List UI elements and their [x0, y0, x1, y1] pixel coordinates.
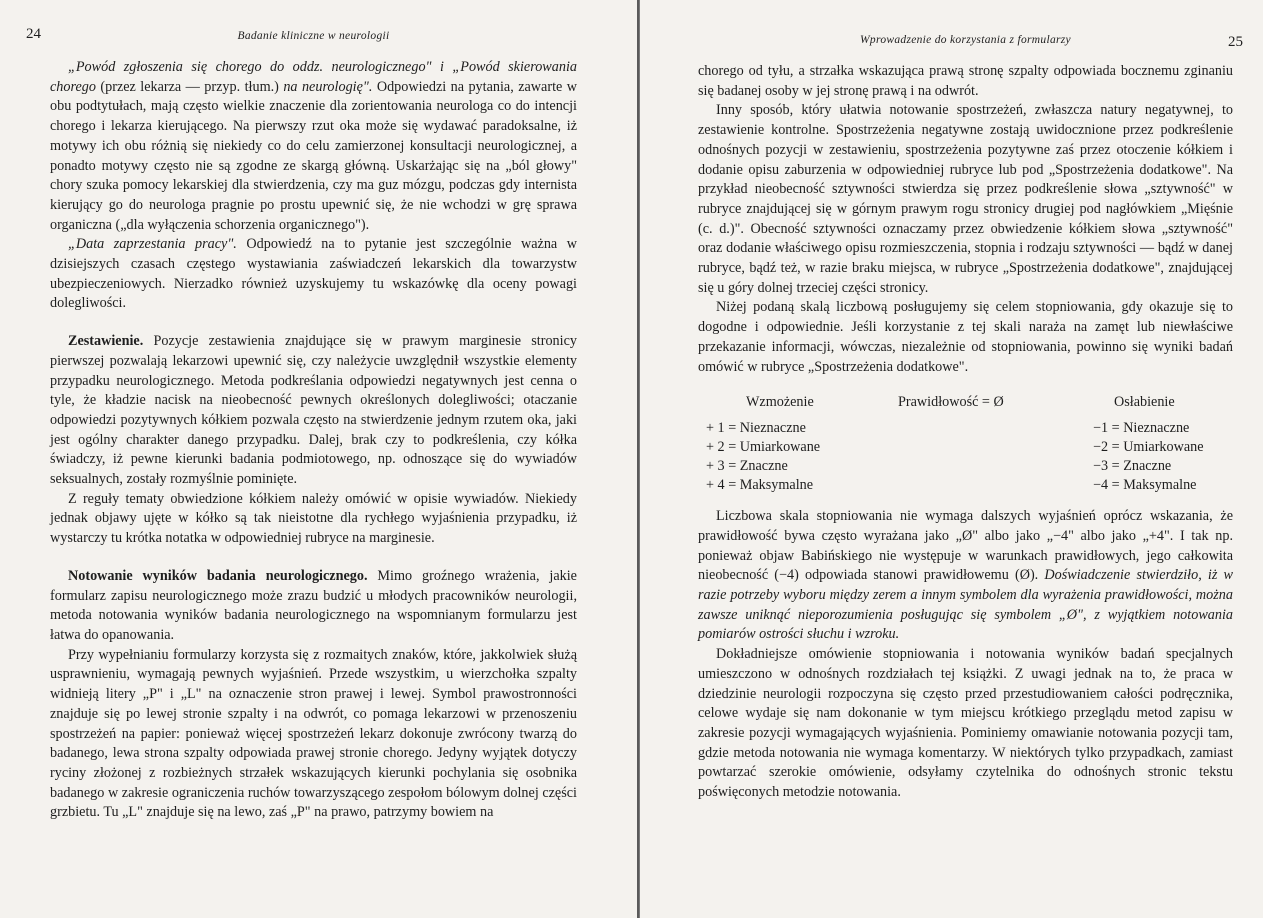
running-head: Wprowadzenie do korzystania z formularzy — [860, 34, 1071, 46]
scale-header-increase: Wzmożenie — [746, 394, 814, 411]
scale-decrease-list — [1093, 419, 1204, 495]
paragraph: Z reguły tematy obwiedzione kółkiem należy omówić w opisie wywiadów. Niekiedy jednak objawy ujęte w kółko są tak nieistotne dla rychłego wyjaśnienia przypadku, iż wystarczy tu krótka notatka w odpowiedniej rubryce na marginesie. — [50, 490, 577, 547]
paragraph: Inny sposób, który ułatwia notowanie spostrzeżeń, zwłaszcza natury negatywnej, to zestawienie kontrolne. Spostrzeżenia negatywne zostają uwidocznione przez podkreślenie odnośnych pozycji w zestawieniu, spostrzeżenia pozytywne zaś przez otoczenie kółkiem i dodanie opisu zaburzenia w odpowiedniej rubryce lub pod „Spostrzeżenia dodatkowe". Na przykład nieobecność sztywności stwierdza się przez podkreślenie słowa „sztywność" w rubryce znajdującej się w górnym prawym rogu stronicy drugiej pod nagłówkiem „Mięśnie (c. d.)". Obecność sztywności oznaczamy przez obwiedzenie kółkiem słowa „sztywność" oraz dodanie właściwego opisu rozmieszczenia, stopnia i rodzaju sztywności — bądź w danej rubryce, bądź też, w razie braku miejsca, w rubryce „Spostrzeżenia dodatkowe", znajdującej się u góry dolnej trzeciej części stronicy. — [698, 102, 1233, 296]
scale-header-decrease: Osłabienie — [1114, 394, 1175, 411]
italic-text: na neurologię". — [283, 78, 373, 95]
page-number: 25 — [1228, 34, 1243, 50]
paragraph: Niżej podaną skalą liczbową posługujemy się celem stopniowania, gdy okazuje się to dogodne i odpowiednie. Jeśli korzystanie z tej skali naraża na zamęt lub niewłaściwe przekazanie informacji, wówczas, niezależnie od stopniowania, powinno się wyniki badań omówić w rubryce „Spostrzeżenia dodatkowe". — [698, 299, 1233, 375]
scale-increase-list — [706, 419, 820, 495]
section-heading: Notowanie wyników badania neurologicznego. — [68, 567, 368, 584]
running-head: Badanie kliniczne w neurologii — [237, 30, 390, 42]
paragraph: chorego od tyłu, a strzałka wskazująca prawą stronę szpalty odpowiada bocznemu zginaniu się badanej osoby w jej stronę prawą i na odwrót. — [698, 63, 1233, 99]
scale-header-normal: Prawidłowość = Ø — [898, 394, 1004, 411]
left-header — [26, 26, 577, 48]
text: Pozycje zestawienia znajdujące się w prawym marginesie stronicy pierwszej pozwalają lekarzowi upewnić się, czy należycie uwzględnił wszystkie elementy przypadku neurologicznego. Metoda podkreślania odpowiedzi negatywnych jest cenna o tyle, że kładzie nacisk na nieobecność pewnych określonych dolegliwości; otaczanie odpowiedzi pozytywnych kółkiem pozwala często na stwierdzenie jednym rzutem oka, jaki jest ogólny charakter danego przypadku. Dalej, brak czy to podkreślenia, czy kółka świadczy, iż pewne kierunki badania podmiotowego, np. odnoszące się do wywiadów seksualnych, zostały rozmyślnie pominięte. — [50, 333, 577, 488]
text: (przez lekarza — przyp. tłum.) — [95, 78, 284, 95]
scale-row: −1 = Nieznaczne — [1093, 420, 1190, 437]
scale-row: + 2 = Umiarkowane — [706, 439, 821, 456]
italic-text: „Data zaprzestania pracy". — [68, 236, 237, 253]
grading-scale — [698, 393, 1233, 493]
italic-text: „Powód zgłoszenia się chorego do oddz. neurologicznego" i „Powód skierowania chorego — [50, 59, 577, 95]
scale-row: −3 = Znaczne — [1093, 458, 1172, 475]
page-number: 24 — [26, 26, 41, 42]
text: Mimo groźnego wrażenia, jakie formularz zapisu neurologicznego może zrazu budzić u młodych pracowników neurologii, metoda notowania wyników badania neurologicznego na wspomnianym formularzu jest łatwa do opanowania. — [50, 567, 577, 643]
scale-row: + 1 = Nieznaczne — [706, 420, 806, 437]
paragraph — [698, 507, 1233, 645]
scale-row: −4 = Maksymalne — [1093, 477, 1197, 494]
text: Odpowiedź na to pytanie jest szczególnie ważna w dzisiejszych czasach częstego wystawiania zaświadczeń lekarskich dla towarzystw ubezpieczeniowych. Nierzadko również uzyskujemy tu wskazówkę dla oceny powagi dolegliwości. — [50, 236, 577, 312]
paragraph: Dokładniejsze omówienie stopniowania i notowania wyników badań specjalnych umieszczono w odnośnych rozdziałach tej książki. Z uwagi jednak na to, że praca w dziedzinie neurologii rozpoczyna się często przed przestudiowaniem całości podręcznika, celowe wydaje się nam dokonanie w tym miejscu krótkiego przeglądu metod zapisu w zakresie pozycji wymagających wyjaśnienia. Pominiemy omawianie notowania pozycji tam, gdzie metoda notowania nie wymaga komentarzy. W niektórych tylko przypadkach, zamiast powtarzać szerokie omówienie, odsyłamy czytelnika do odnośnych stronic tekstu poświęconych metodzie notowania. — [698, 646, 1233, 801]
right-page — [640, 0, 1263, 918]
scale-row: −2 = Umiarkowane — [1093, 439, 1204, 456]
right-header — [698, 30, 1243, 52]
text: Liczbowa skala stopniowania nie wymaga dalszych wyjaśnień oprócz wskazania, że prawidłowość bywa często wyrażana jako „Ø" albo jako „−4" albo jako „+4". I tak np. ponieważ objaw Babińskiego nie występuje w warunkach prawidłowych, jego całkowita nieobecność (−4) odpowiada stanowi prawidłowemu (Ø). — [698, 508, 1233, 584]
text: Odpowiedzi na pytania, zawarte w obu podtytułach, mają często wielkie znaczenie dla zorientowania neurologa co do intencji chorego i lekarza kierującego. Na pierwszy rzut oka może się wydawać paradoksalne, iż motywy ich obu różnią się niekiedy co do celu zamierzonej konsultacji neurologicznej, a ponadto motywy często nie są zgodne ze skargą główną. Uskarżając się na „ból głowy" chory szuka pomocy lekarskiej dla stwierdzenia, czy ma guz mózgu, podczas gdy internista kierujący go do neurologa pragnie po prostu upewnić się, że nie wchodzi w grę sprawa organiczna („dla wyłączenia schorzenia organicznego"). — [50, 78, 577, 233]
italic-text: Doświadczenie stwierdziło, iż w razie potrzeby wyboru między zerem a innym symbolem dla wyrażenia prawidłowości, można zawsze uniknąć nieporozumienia posługując się symbolem „Ø", z wyjątkiem notowania pomiarów ostrości słuchu i wzroku. — [698, 567, 1233, 643]
section-heading: Zestawienie. — [68, 333, 144, 350]
paragraph — [50, 58, 577, 235]
paragraph: Przy wypełnianiu formularzy korzysta się z rozmaitych znaków, które, jakkolwiek służą usprawnieniu, wymagają pewnych wyjaśnień. Przede wszystkim, u wierzchołka szpalty widnieją litery „P" i „L" na oznaczenie stron prawej i lewej. Symbol prawostronności znajduje się po lewej stronie szpalty i na odwrót, co pomaga lekarzowi w przenoszeniu spostrzeżeń na papier: ponieważ więcej spostrzeżeń lekarz dokonuje zwrócony twarzą do badanego, lewa strona szpalty odpowiada prawej stronie chorego. Jedyny wyjątek dotyczy ryciny złożonej z rozbieżnych strzałek wskazujących kierunki pochylania się osobnika badanego w zakresie ograniczenia ruchów towarzyszącego zespołom bólowym dolnej części grzbietu. Tu „L" znajduje się na lewo, zaś „P" na prawo, patrzymy bowiem na — [50, 646, 577, 821]
scale-row: + 4 = Maksymalne — [706, 477, 814, 494]
scale-row: + 3 = Znaczne — [706, 458, 788, 475]
paragraph — [50, 567, 577, 646]
paragraph — [50, 332, 577, 490]
paragraph — [50, 235, 577, 314]
